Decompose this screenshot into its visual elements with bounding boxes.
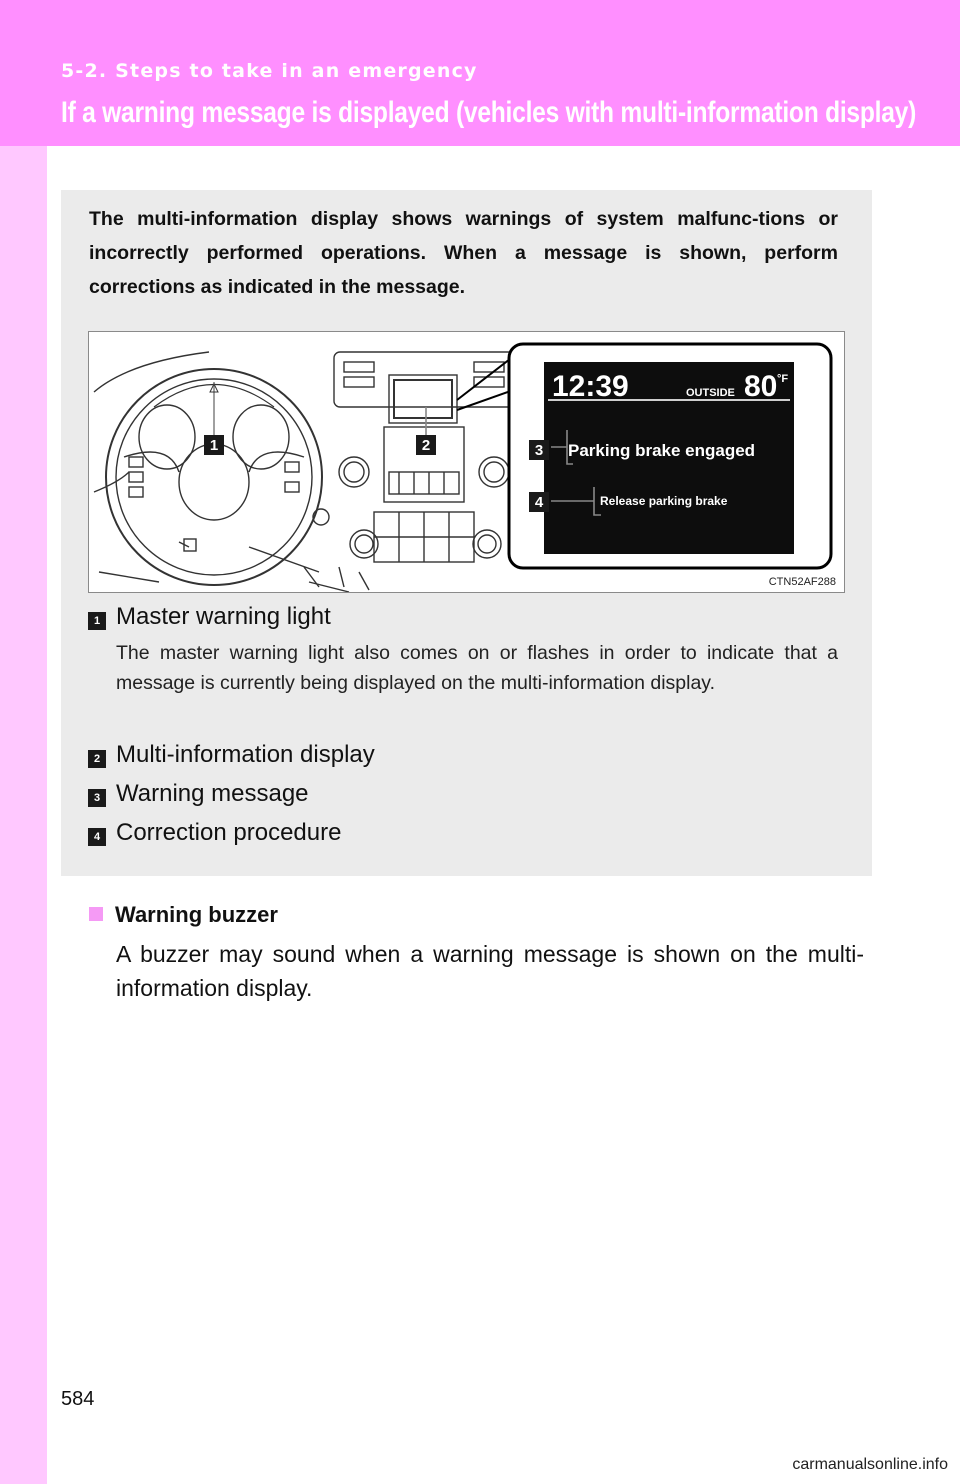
callout-2-number: 2 [421,437,431,454]
buzzer-text: A buzzer may sound when a warning message is shown on the multi-information display. [116,941,864,1001]
left-margin-strip [0,0,47,1484]
item-number-badge: 4 [88,828,106,846]
buzzer-heading-text: Warning buzzer [115,902,278,927]
bullet-square-icon [89,907,103,921]
dashboard-drawing [89,332,845,593]
item-label: Master warning light [116,603,331,630]
item-description: The master warning light also comes on or flashes in order to indicate that a message is currently being displayed on the multi-information display. [116,642,838,694]
callout-4 [529,492,549,512]
item-label: Correction procedure [116,819,342,846]
callout-1-number: 1 [209,437,219,454]
intro-text: The multi-information display shows warnings of system malfunc-tions or incorrectly performed operations. When a message is shown, perform corrections as indicated in the message. [89,208,838,298]
page-title: If a warning message is displayed (vehicles with multi-information display) [61,96,917,129]
figure-code: CTN52AF288 [768,576,836,588]
item-label: Warning message [116,780,309,807]
callout-3-number: 3 [534,442,544,459]
watermark: carmanualsonline.info [792,1456,948,1473]
item-number-badge: 2 [88,750,106,768]
callout-1 [204,435,224,455]
item-label: Multi-information display [116,741,375,768]
display-temperature: 80 [744,370,778,403]
section-label: 5-2. Steps to take in an emergency [61,60,478,82]
page-header [0,0,960,146]
display-warning-message: Parking brake engaged [568,441,756,460]
callout-2 [416,435,436,455]
display-temp-unit: °F [777,373,789,385]
display-outside-label: OUTSIDE [686,387,735,399]
page-number: 584 [61,1388,95,1410]
item-number-badge: 1 [88,612,106,630]
display-correction-message: Release parking brake [600,494,728,508]
display-clock: 12:39 [552,370,629,403]
item-number-badge: 3 [88,789,106,807]
callout-3 [529,440,549,460]
callout-4-number: 4 [534,494,544,511]
buzzer-heading [89,902,278,928]
dashboard-illustration [88,331,845,593]
